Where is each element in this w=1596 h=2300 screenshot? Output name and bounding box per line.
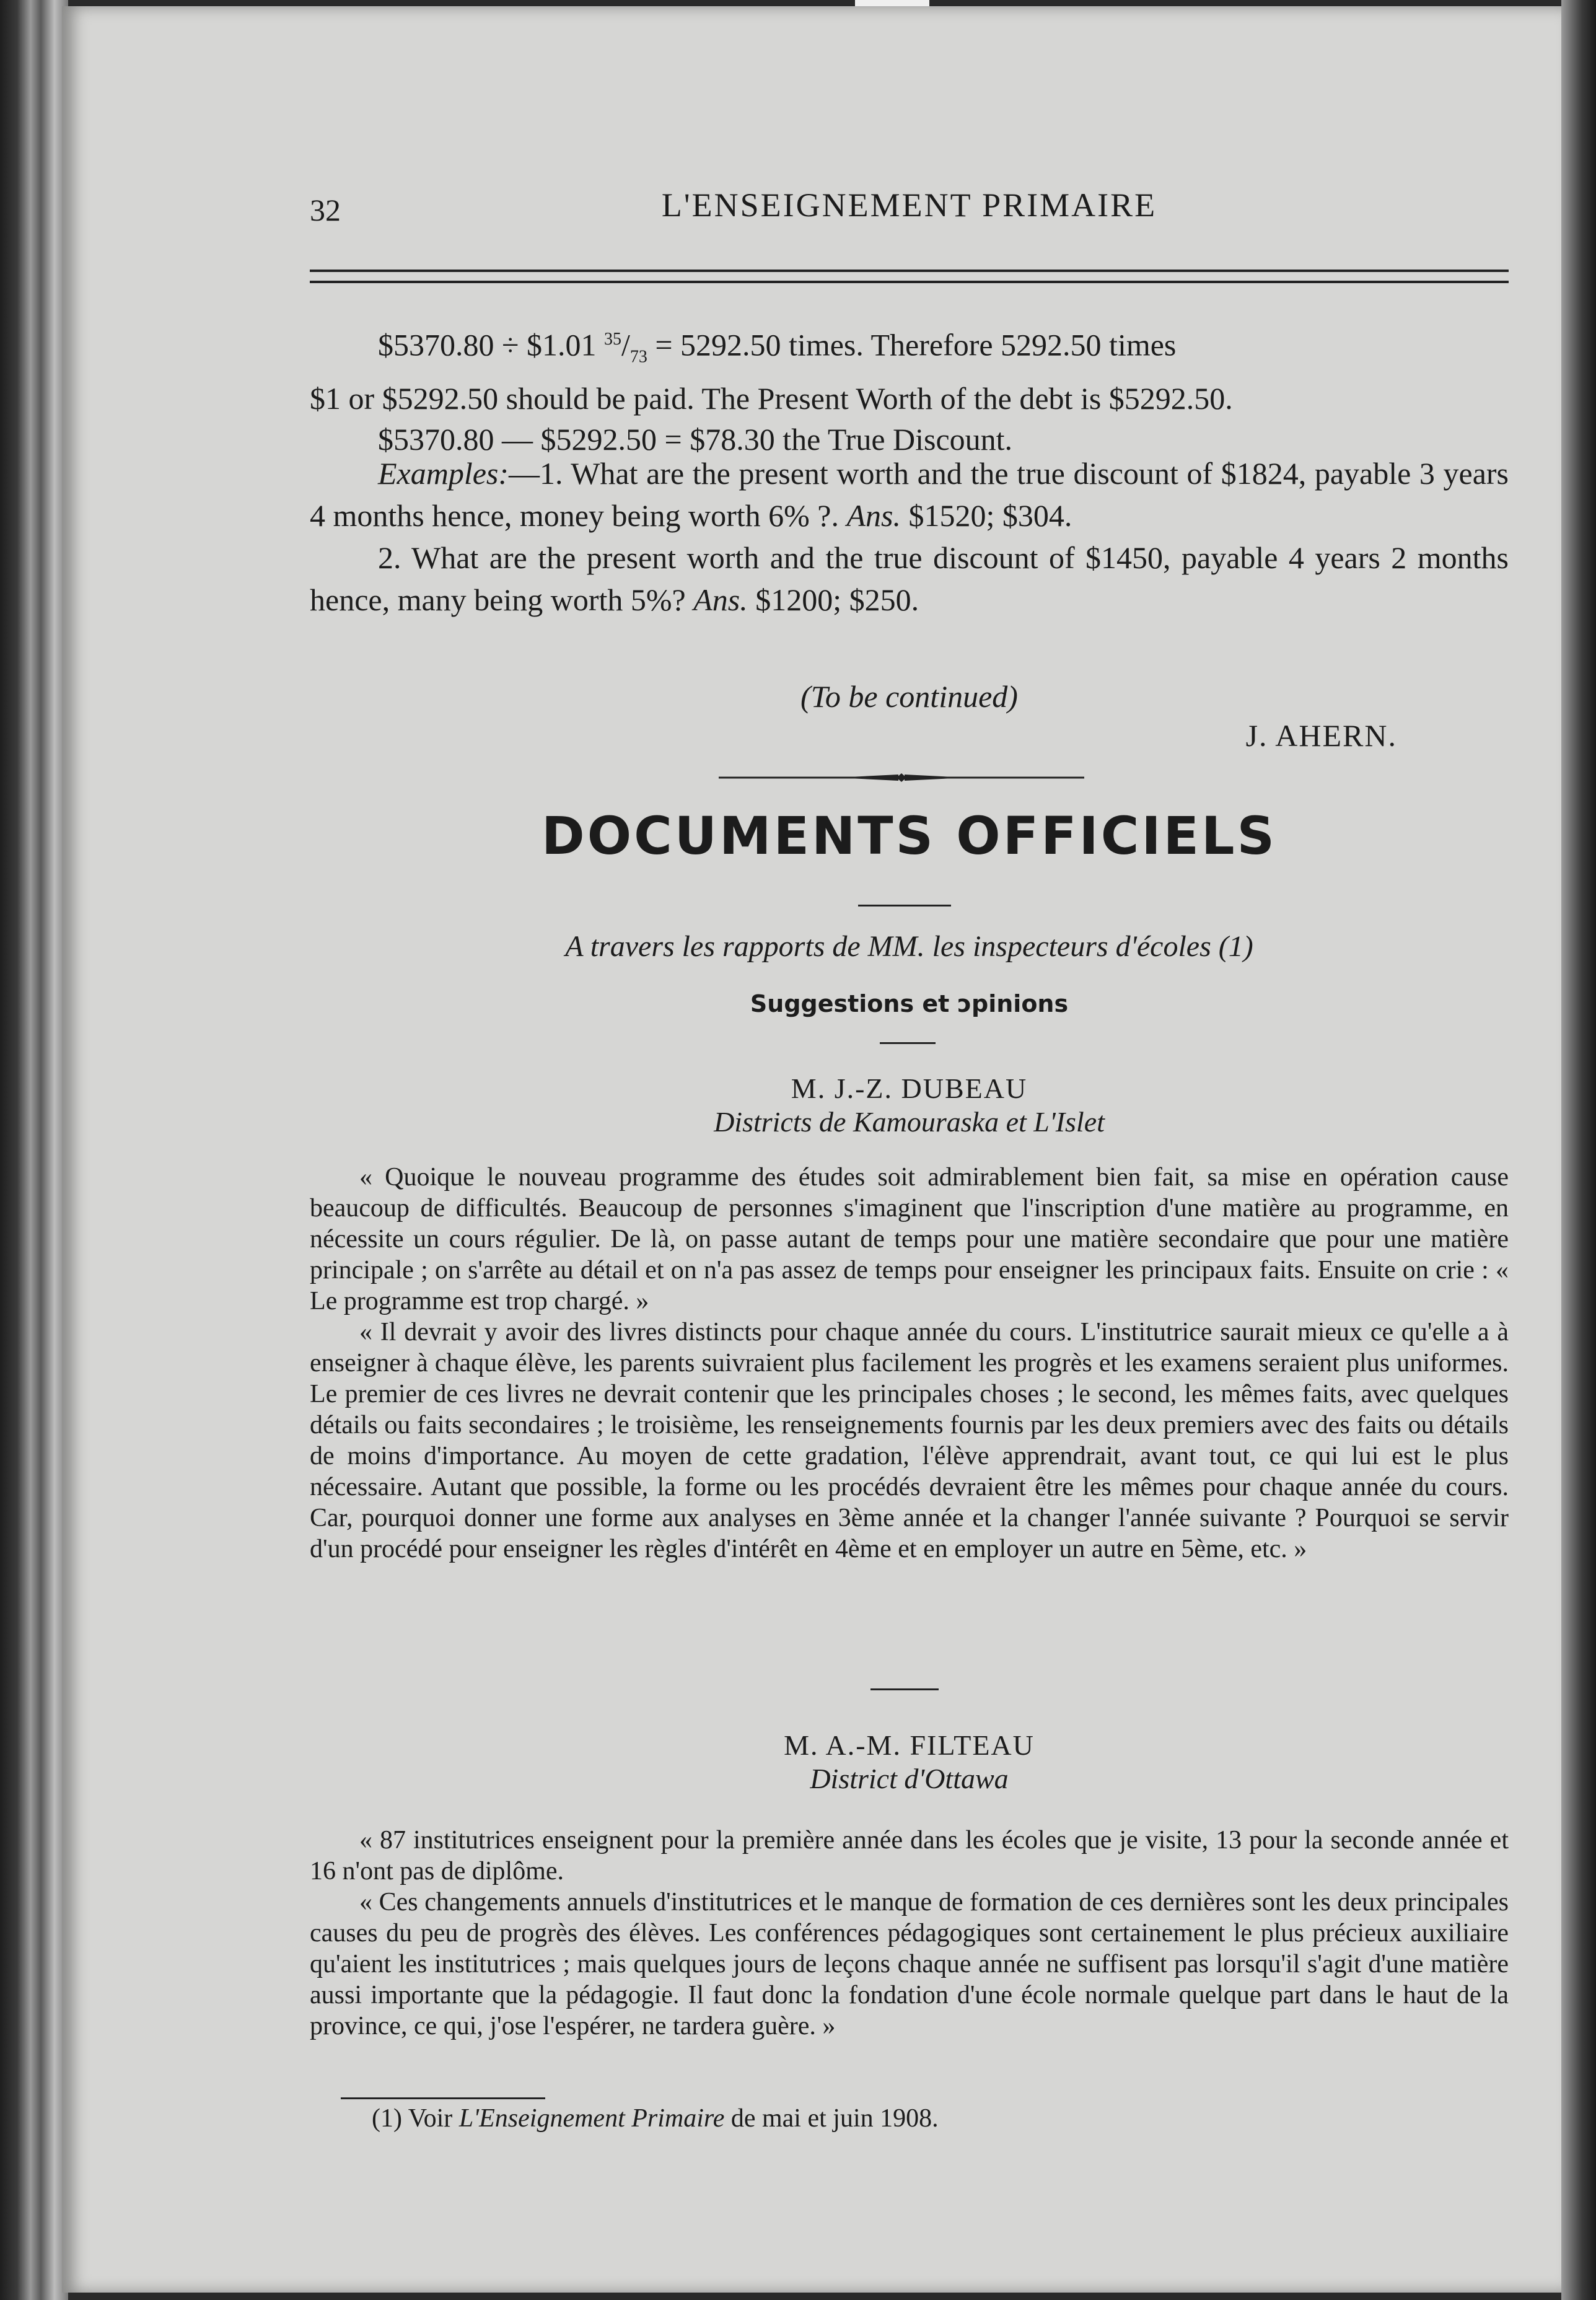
section-title: DOCUMENTS OFFICIELS — [541, 805, 1278, 866]
math-line-1: $5370.80 ÷ $1.01 $^{35}/_{73} = 5292.50$ times. Therefore 5292.50 times — [378, 327, 1177, 367]
math-line-2: $1 or $5292.50 should be paid. The Present Worth of the debt is $5292.50. — [310, 380, 1233, 416]
page-number: 32 — [310, 193, 341, 227]
header-double-rule — [310, 270, 1509, 283]
short-rule — [858, 905, 951, 906]
report-2-paragraph: « 87 institutrices enseignent pour la première année dans les écoles que je visite, 13 pour la seconde année et 16 n'ont pas de diplôme. — [310, 1826, 1509, 1885]
footnote: (1) Voir L'Enseignement Primaire de mai et juin 1908. — [372, 2104, 939, 2133]
math-line-3: $5370.80 — $5292.50 = $78.30 the True Discount. — [378, 421, 1013, 457]
inspector-district-1: Districts de Kamouraska et L'Islet — [714, 1106, 1105, 1138]
examples-block — [310, 452, 1509, 621]
example-1: Examples:—1. What are the present worth and the true discount of $1824, payable 3 years 4 months hence, money being worth 6% ?. Ans. $1520; $304. — [310, 456, 1509, 533]
report-2-paragraph: « Ces changements annuels d'institutrices et le manque de formation de ces dernières sont les deux principales causes du peu de progrès des élèves. Les conférences pédagogiques sont certainement le plus précieux auxiliaire qu'aient les institutrices ; mais quelques jours de leçons chaque année ne suffisent pas lorsqu'il s'agit d'une matière aussi importante que la pédagogie. Il faut donc la fondation d'une école normale quelque part dans le haut de la province, ce qui, j'ose l'espérer, ne tardera guère. » — [310, 1888, 1509, 2040]
ornament-divider — [719, 771, 1084, 784]
section-sub-subtitle: Suggestions et ɔpinions — [750, 990, 1069, 1017]
inspector-name-2: M. A.-M. FILTEAU — [784, 1729, 1035, 1761]
short-rule — [870, 1688, 939, 1690]
short-rule — [880, 1042, 936, 1044]
report-1-paragraph: « Quoique le nouveau programme des études soit admirablement bien fait, sa mise en opération cause beaucoup de difficultés. Beaucoup de personnes s'imaginent que l'inscription d'une matière au programme, en nécessite un cours régulier. De là, on passe autant de temps pour une matière secondaire que pour une matière principale ; on s'arrête au détail et on n'a pas assez de temps pour enseigner les principaux faits. Ensuite on crie : « Le programme est trop chargé. » — [310, 1163, 1509, 1315]
running-header — [310, 186, 1509, 235]
report-1-paragraph: « Il devrait y avoir des livres distincts pour chaque année du cours. L'institutrice saurait mieux ce qu'elle a à enseigner à chaque élève, les parents suivraient plus facilement les progrès et les examens seraient plus uniformes. Le premier de ces livres ne devrait contenir que les principales choses ; le second, les mêmes faits, avec quelques détails ou faits secondaires ; le troisième, les renseignements fournis par les deux premiers avec des faits ou détails de moins d'importance. Au moyen de cette gradation, l'élève apprendrait, avant tout, ce qui lui est le plus nécessaire. Autant que possible, la forme ou les procédés devraient être les mêmes pour chaque année du cours. Car, pourquoi donner une forme aux analyses en 3ème année et la changer l'année suivante ? Pourquoi se servir d'un procédé pour enseigner les règles d'intérêt en 4ème et en employer un autre en 5ème, etc. » — [310, 1318, 1509, 1563]
page-edge — [1561, 0, 1596, 2300]
example-2: 2. What are the present worth and the true discount of $1450, payable 4 years 2 months hence, many being worth 5%? Ans. $1200; $250. — [310, 540, 1509, 617]
section-subtitle: A travers les rapports de MM. les inspecteurs d'écoles (1) — [565, 930, 1253, 963]
report-2-text — [310, 1825, 1509, 2042]
book-spine — [0, 0, 68, 2300]
inspector-name-1: M. J.-Z. DUBEAU — [791, 1073, 1028, 1104]
inspector-district-2: District d'Ottawa — [810, 1763, 1009, 1794]
report-1-text — [310, 1162, 1509, 1565]
author-signature: J. AHERN. — [1245, 718, 1397, 753]
running-title: L'ENSEIGNEMENT PRIMAIRE — [661, 187, 1157, 224]
footnote-rule — [341, 2097, 545, 2099]
math-calculation — [310, 319, 1509, 460]
to-be-continued: (To be continued) — [800, 679, 1018, 714]
book-page — [62, 6, 1561, 2293]
